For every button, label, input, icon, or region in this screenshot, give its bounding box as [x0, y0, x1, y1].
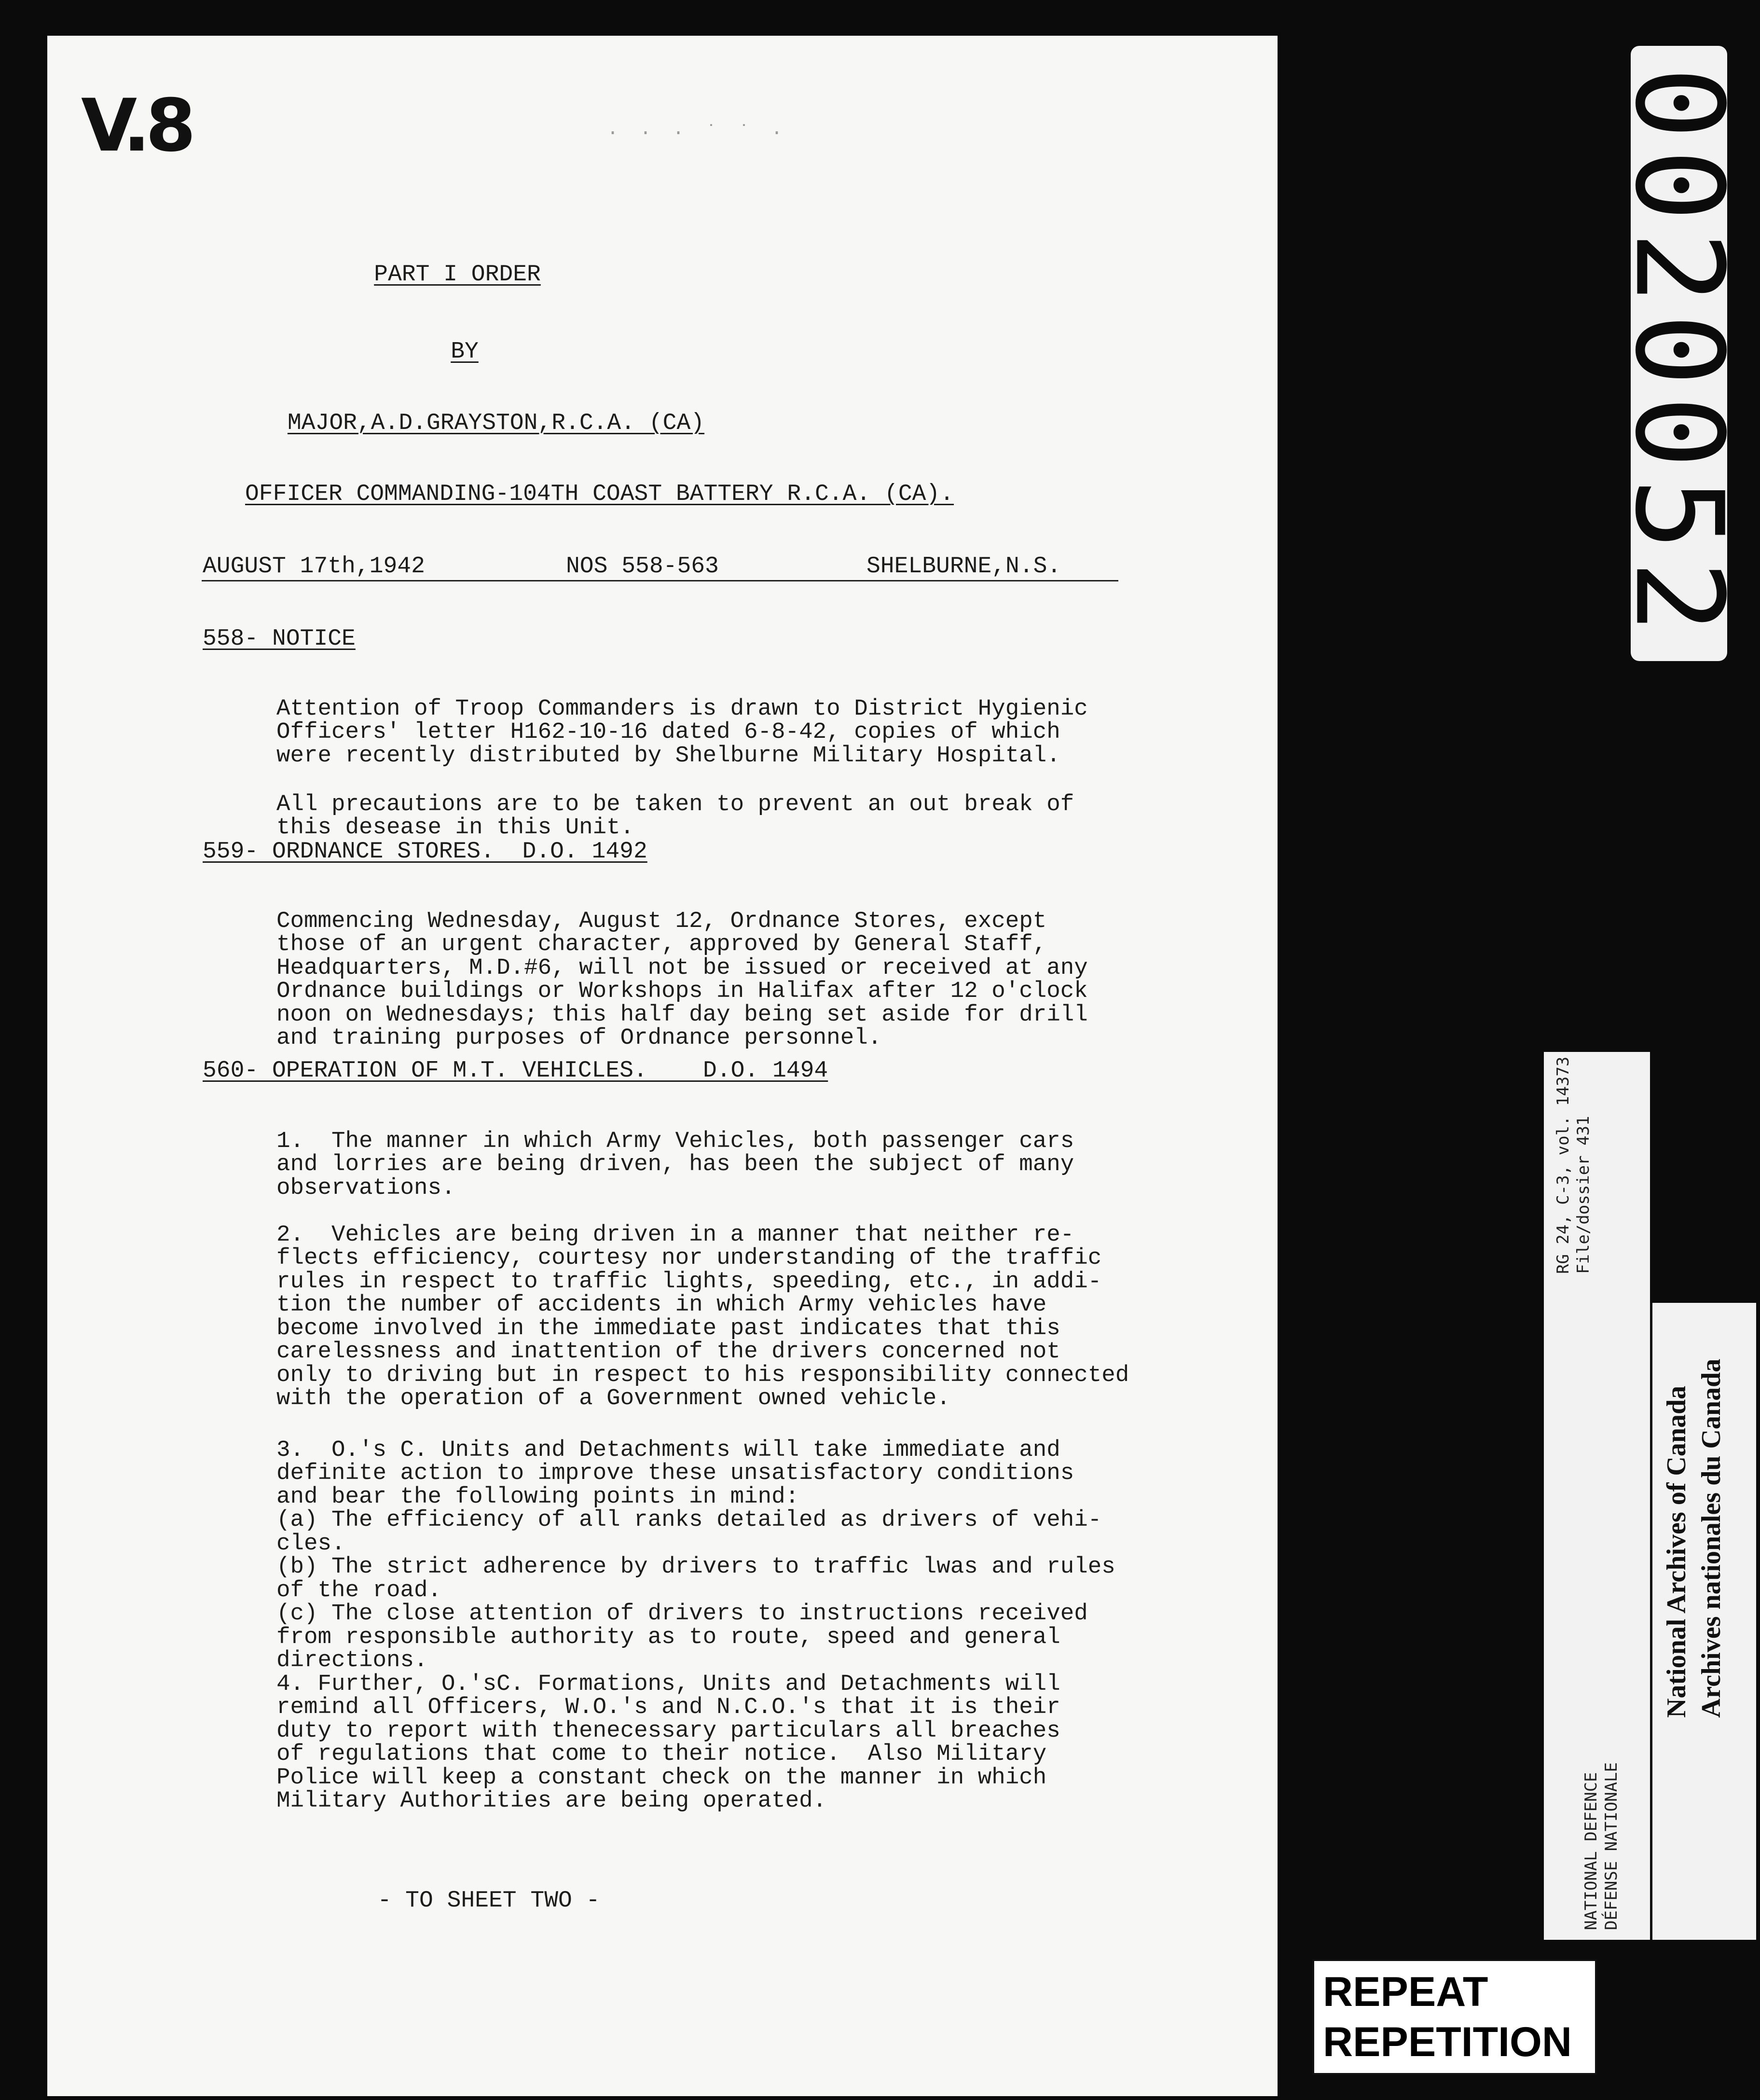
repeat-label-fr: REPETITION — [1323, 2019, 1572, 2065]
dateline-rule — [202, 580, 1118, 581]
faint-stamp: · · · ˙ ˙ · — [607, 123, 788, 144]
archives-name-fr: Archives nationales du Canada — [1696, 1358, 1726, 1718]
national-archives-card — [1652, 1303, 1756, 1940]
frame-number: 0020052 — [1609, 67, 1749, 643]
order-title: PART I ORDER — [374, 262, 541, 288]
reference-line-2: File/dossier 431 — [1574, 1116, 1593, 1274]
reference-line-1: RG 24, C-3, vol. 14373 — [1554, 1056, 1573, 1274]
department-line-2: DÉFENSE NATIONALE — [1602, 1762, 1621, 1930]
officer-name: MAJOR,A.D.GRAYSTON,R.C.A. (CA) — [287, 410, 705, 436]
order-559-para-1: Commencing Wednesday, August 12, Ordnance Stores, except those of an urgent character, approved by General Staff, Headquarters, M.D.#6, will not be issued or received at any Ordnance buildings or Workshops in Halifax after 12 o'clock noon on Wednesdays; this half day being set aside for drill and training purposes of Ordnance personnel. — [276, 908, 1088, 1051]
order-numbers: NOS 558-563 — [566, 553, 719, 580]
order-560-para-1: 1. The manner in which Army Vehicles, both passenger cars and lorries are being driven, has been the subject of many observations. — [276, 1128, 1074, 1201]
order-560-para-2: 2. Vehicles are being driven in a manner that neither re- flects efficiency, courtesy nor understanding of the traffic rules in respect to traffic lights, speeding, etc., in addi- tion the number of accidents in which Army vehicles have become involved in the immediate past indicates that this carelessness and inattention of the drivers concerned not only to driving but in respect to his responsibility connected with the operation of a Government owned vehicle. — [276, 1221, 1129, 1411]
document-page — [47, 36, 1278, 2096]
repeat-stamp — [1312, 1959, 1597, 2075]
repeat-label-en: REPEAT — [1323, 1969, 1488, 2015]
order-heading-558: 558- NOTICE — [203, 626, 356, 652]
archive-reference-card — [1544, 1052, 1650, 1940]
footer-to-sheet-two: - TO SHEET TWO - — [377, 1888, 600, 1914]
order-heading-559: 559- ORDNANCE STORES. D.O. 1492 — [203, 839, 647, 865]
order-by: BY — [451, 339, 479, 365]
handwritten-mark: V.8 — [81, 84, 192, 168]
frame-number-strip — [1609, 46, 1749, 661]
order-558-para-1: Attention of Troop Commanders is drawn to District Hygienic Officers' letter H162-10-16 dated 6-8-42, copies of which were recently distributed by Shelburne Military Hospital. — [276, 695, 1088, 769]
order-date: AUGUST 17th,1942 — [203, 553, 425, 580]
department-line-1: NATIONAL DEFENCE — [1581, 1772, 1601, 1930]
officer-command: OFFICER COMMANDING-104TH COAST BATTERY R.C.A. (CA). — [245, 481, 954, 507]
order-558-para-2: All precautions are to be taken to prevent an out break of this desease in this Unit. — [276, 791, 1074, 841]
order-place: SHELBURNE,N.S. — [866, 553, 1061, 580]
order-560-para-3: 3. O.'s C. Units and Detachments will take immediate and definite action to improve these unsatisfactory conditions and bear the following points in mind: (a) The efficiency of all ranks detailed as drivers of vehi- cles. (b) The strict adherence by drivers to traffic lwas and rules of the road. (c) The close attention of drivers to instructions received from responsible authority as to route, speed and general directions. 4. Further, O.'sC. Formations, Units and Detachments will remind all Officers, W.O.'s and N.C.O.'s that it is their duty to report with thenecessary particulars all breaches of regulations that come to their notice. Also Military Police will keep a constant check on the manner in which Military Authorities are being operated. — [276, 1437, 1115, 1814]
order-heading-560: 560- OPERATION OF M.T. VEHICLES. D.O. 1494 — [203, 1058, 828, 1084]
archives-name-en: National Archives of Canada — [1662, 1385, 1691, 1718]
